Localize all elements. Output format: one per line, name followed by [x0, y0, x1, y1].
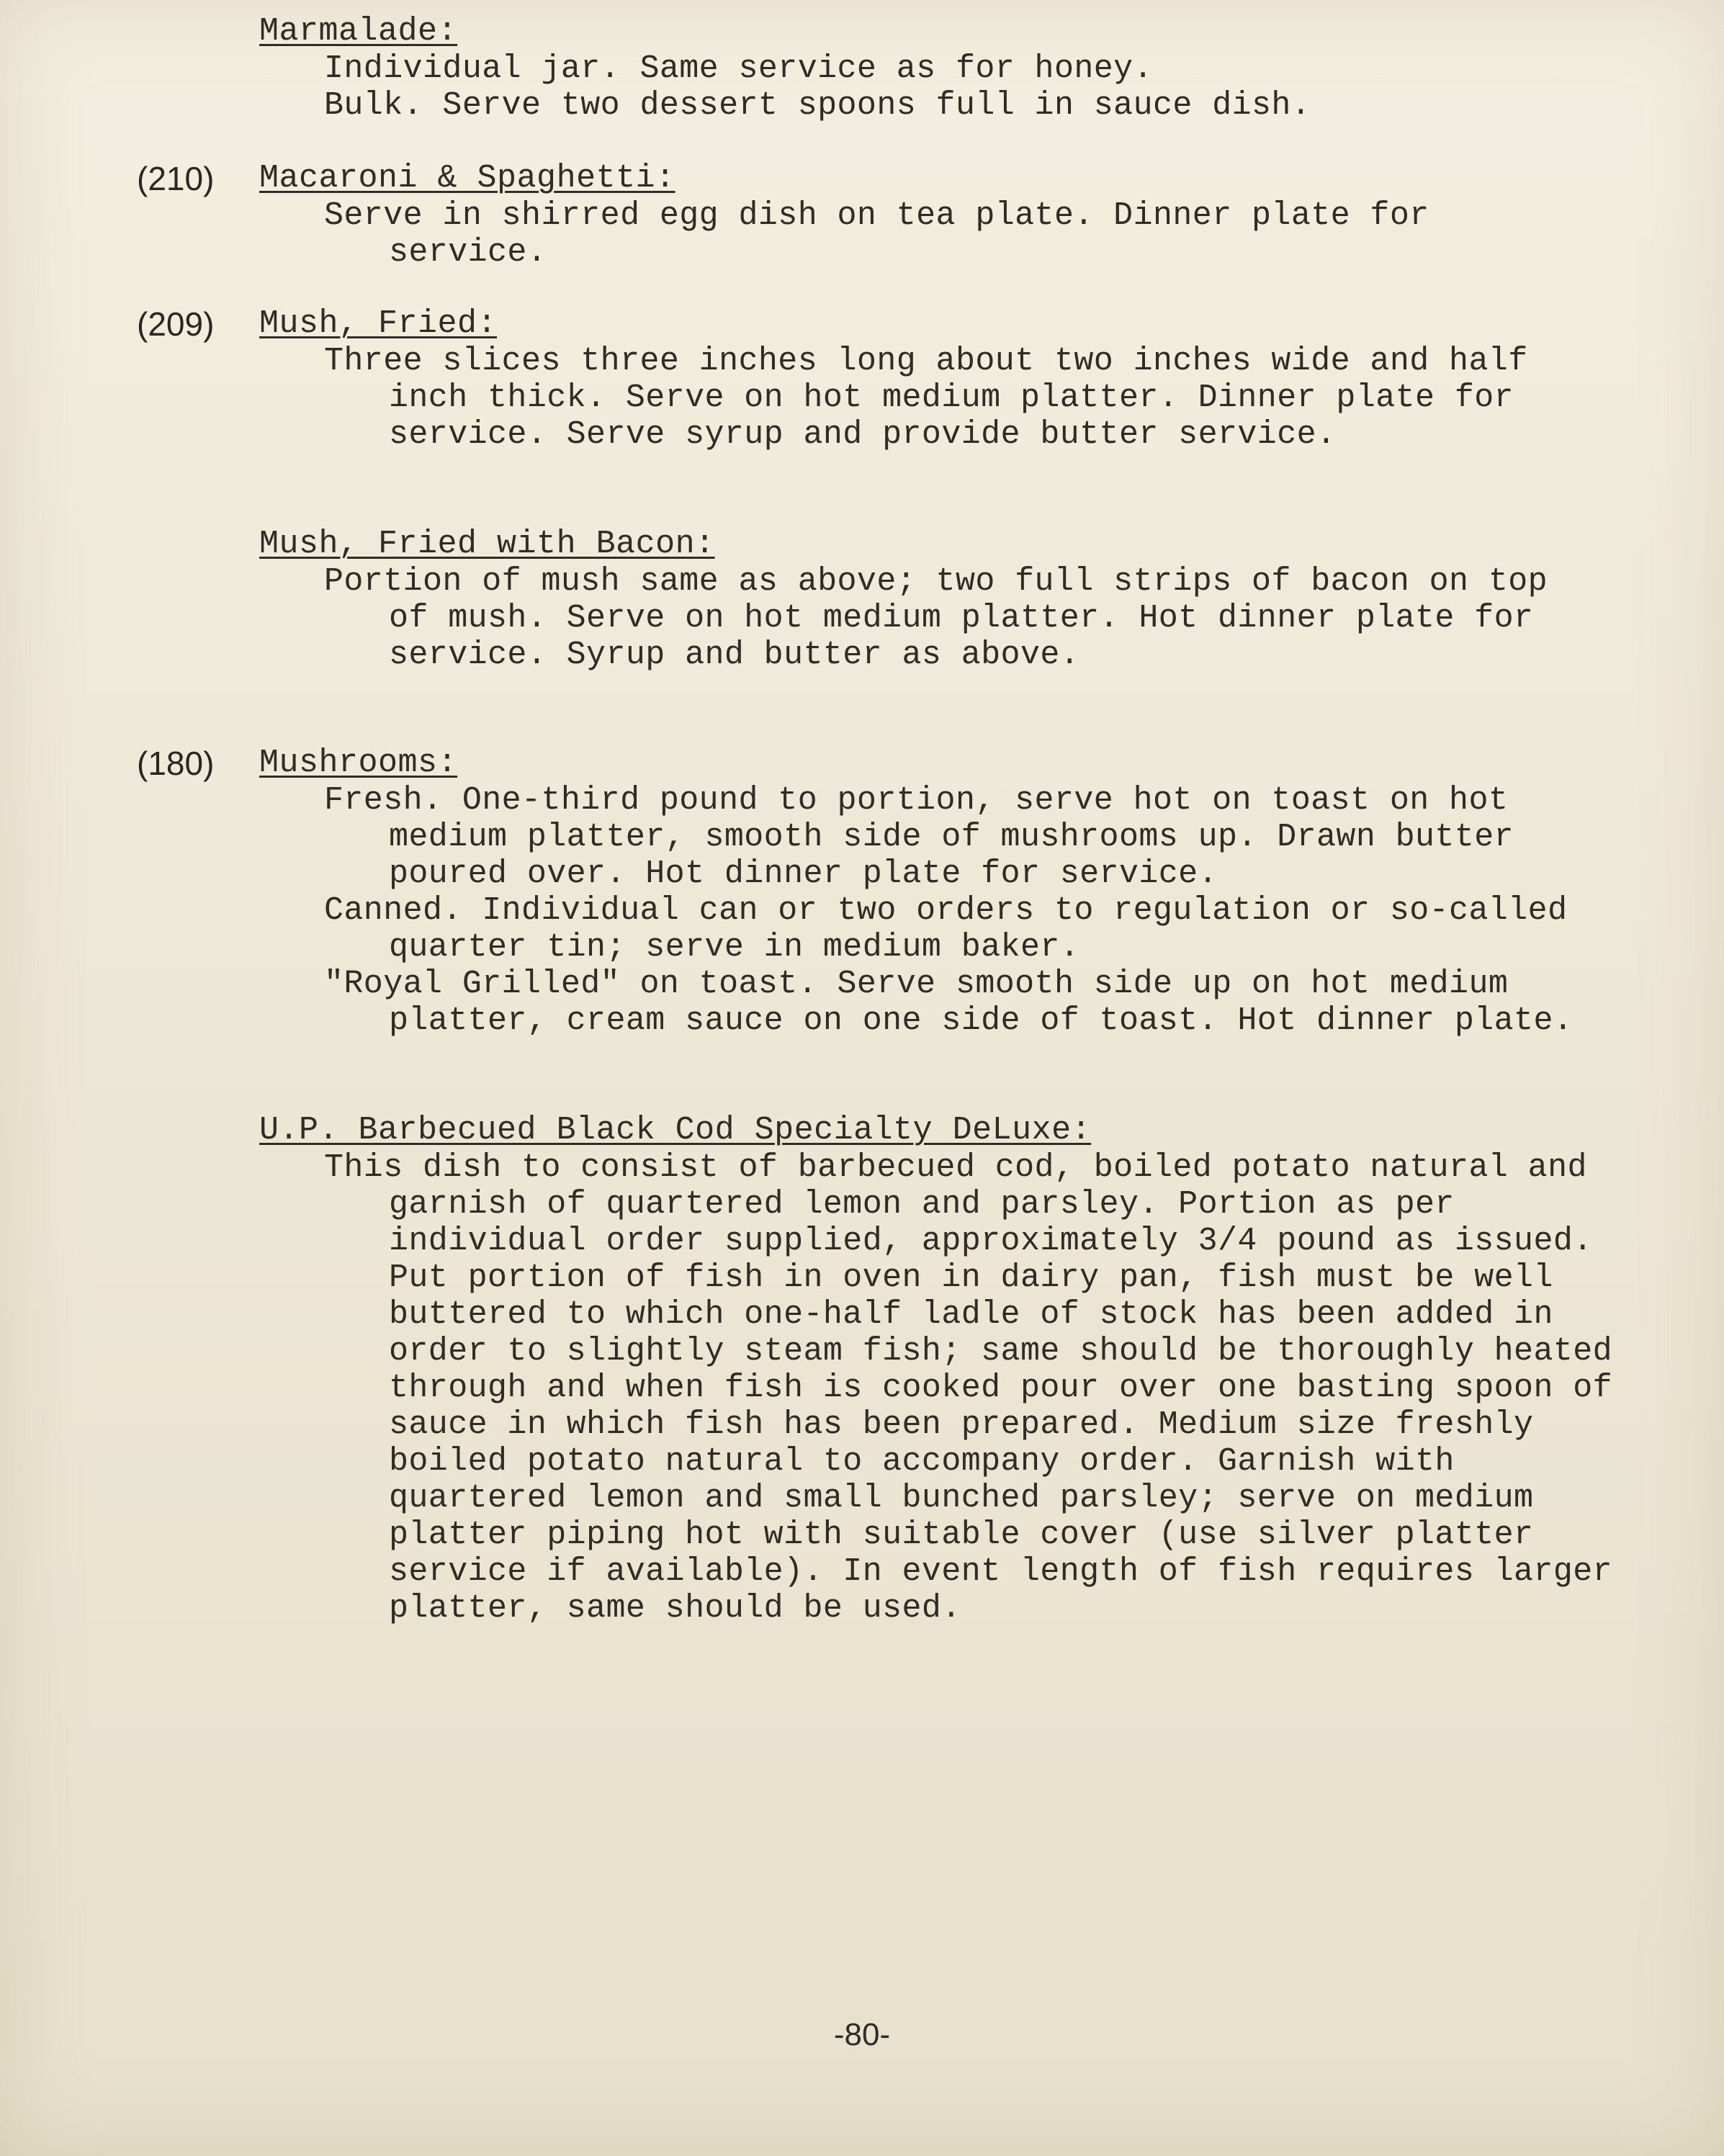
section-body [0, 563, 1724, 673]
section-body [0, 343, 1724, 453]
section-heading: Mush, Fried with Bacon: [259, 526, 715, 562]
section-heading: Mushrooms: [259, 745, 458, 781]
section-code: (210) [137, 160, 215, 197]
paragraph: "Royal Grilled" on toast. Serve smooth side up on hot medium platter, cream sauce on one side of toast. Hot dinner plate. [324, 966, 1573, 1039]
section-heading: U.P. Barbecued Black Cod Specialty DeLuxe: [259, 1112, 1092, 1149]
paragraph: This dish to consist of barbecued cod, boiled potato natural and garnish of quartered lemon and parsley. Portion as per individual order supplied, approximately 3/4 pound as issued. Put portion of fish in oven in dairy pan, fish must be well buttered to which one-half ladle of stock has been added in order to slightly steam fish; same should be thoroughly heated through and when fish is cooked pour over one basting spoon of sauce in which fish has been prepared. Medium size freshly boiled potato natural to accompany order. Garnish with quartered lemon and small bunched parsley; serve on medium platter piping hot with suitable cover (use silver platter service if available). In event length of fish requires larger platter, same should be used. [324, 1149, 1613, 1627]
section-heading: Macaroni & Spaghetti: [259, 160, 675, 197]
paragraph: Three slices three inches long about two inches wide and half inch thick. Serve on hot medium platter. Dinner plate for service. Serve syrup and provide butter service. [324, 343, 1528, 453]
section-code: (209) [137, 305, 215, 343]
paragraph: Portion of mush same as above; two full strips of bacon on top of mush. Serve on hot medium platter. Hot dinner plate for service. Syrup and butter as above. [324, 563, 1548, 673]
section-body [0, 1149, 1724, 1627]
paragraph: Fresh. One-third pound to portion, serve hot on toast on hot medium platter, smooth side of mushrooms up. Drawn butter poured over. Hot dinner plate for service. [324, 782, 1514, 892]
section-body [0, 50, 1724, 124]
section-heading: Marmalade: [259, 13, 458, 50]
paragraph: Canned. Individual can or two orders to regulation or so-called quarter tin; serve in medium baker. [324, 892, 1568, 966]
page-number: -80- [833, 2017, 891, 2052]
paragraph: Bulk. Serve two dessert spoons full in sauce dish. [324, 87, 1311, 124]
paragraph: Serve in shirred egg dish on tea plate. Dinner plate for service. [324, 197, 1429, 271]
paragraph: Individual jar. Same service as for honey. [324, 50, 1153, 87]
section-heading: Mush, Fried: [259, 305, 498, 342]
section-body [0, 197, 1724, 271]
section-body [0, 782, 1724, 1039]
section-code: (180) [137, 745, 215, 782]
